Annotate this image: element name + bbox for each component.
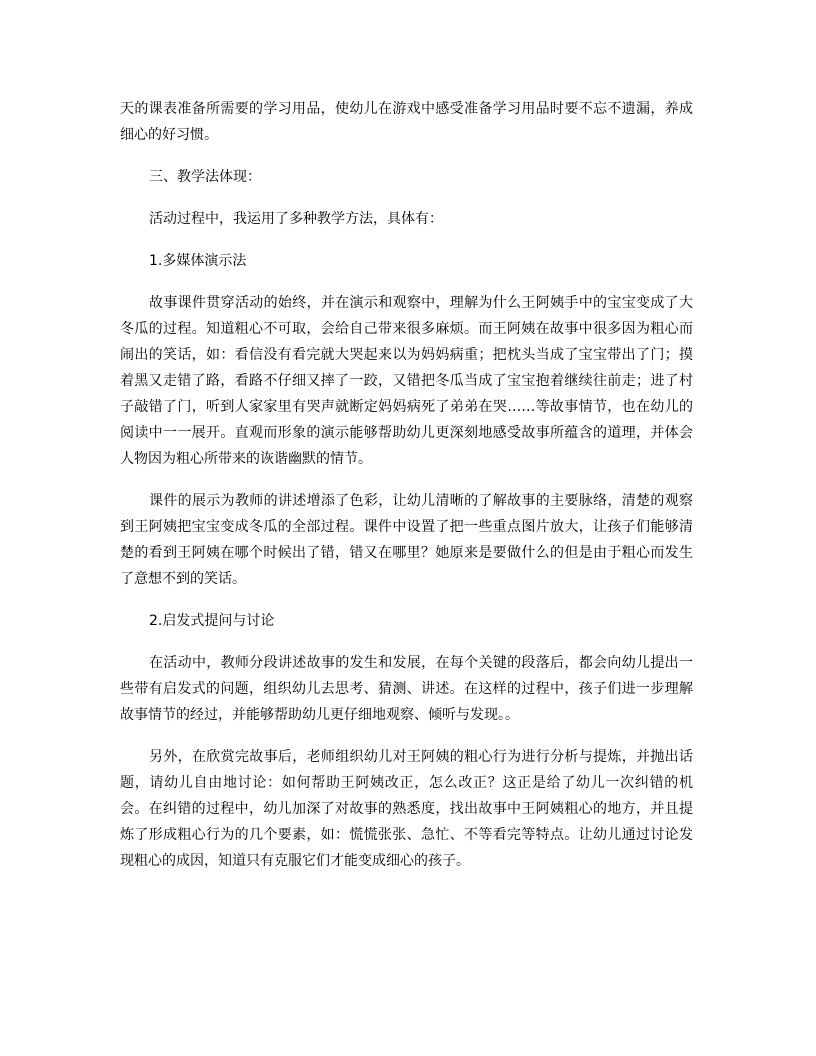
paragraph-method-two-body-1: 在活动中，教师分段讲述故事的发生和发展，在每个关键的段落后，都会向幼儿提出一些带有启发式的问题，组织幼儿去思考、猜测、讲述。在这样的过程中，孩子们进一步理解故事情节的经过，并能够帮助幼儿更仔细地观察、倾听与发现。。 [120,655,693,723]
paragraph-methods-intro: 活动过程中，我运用了多种教学方法，具体有： [149,211,443,227]
section-three-heading: 三、教学法体现： [149,169,261,185]
paragraph-method-one-body-2: 课件的展示为教师的讲述增添了色彩，让幼儿清晰的了解故事的主要脉络，清楚的观察到王阿姨把宝宝变成冬瓜的全部过程。课件中设置了把一些重点图片放大，让孩子们能够清楚的看到王阿姨在哪个时候出了错，错又在哪里？她原来是要做什么的但是由于粗心而发生了意想不到的笑话。 [120,493,693,587]
method-one-heading: 1.多媒体演示法 [149,253,247,269]
paragraph-method-two-body-2: 另外，在欣赏完故事后，老师组织幼儿对王阿姨的粗心行为进行分析与提炼，并抛出话题，请幼儿自由地讨论：如何帮助王阿姨改正，怎么改正？这正是给了幼儿一次纠错的机会。在纠错的过程中，幼儿加深了对故事的熟悉度，找出故事中王阿姨粗心的地方，并且提炼了形成粗心行为的几个要素，如：慌慌张张、急忙、不等看完等特点。让幼儿通过讨论发现粗心的成因，知道只有克服它们才能变成细心的孩子。 [120,749,693,869]
method-two-heading: 2.启发式提问与讨论 [149,613,275,629]
paragraph-method-one-body-1: 故事课件贯穿活动的始终，并在演示和观察中，理解为什么王阿姨手中的宝宝变成了大冬瓜的过程。知道粗心不可取，会给自己带来很多麻烦。而王阿姨在故事中很多因为粗心而闹出的笑话，如：看信没有看完就大哭起来以为妈妈病重；把枕头当成了宝宝带出了门；摸着黑又走错了路，看路不仔细又摔了一跤，又错把冬瓜当成了宝宝抱着继续往前走；进了村子敲错了门，听到人家家里有哭声就断定妈妈病死了弟弟在哭……等故事情节，也在幼儿的阅读中一一展开。直观而形象的演示能够帮助幼儿更深刻地感受故事所蕴含的道理，并体会人物因为粗心所带来的诙谐幽默的情节。 [120,295,693,467]
document-page [120,96,693,874]
paragraph-intro-continuation: 天的课表准备所需要的学习用品，使幼儿在游戏中感受准备学习用品时要不忘不遗漏，养成细心的好习惯。 [120,101,693,143]
